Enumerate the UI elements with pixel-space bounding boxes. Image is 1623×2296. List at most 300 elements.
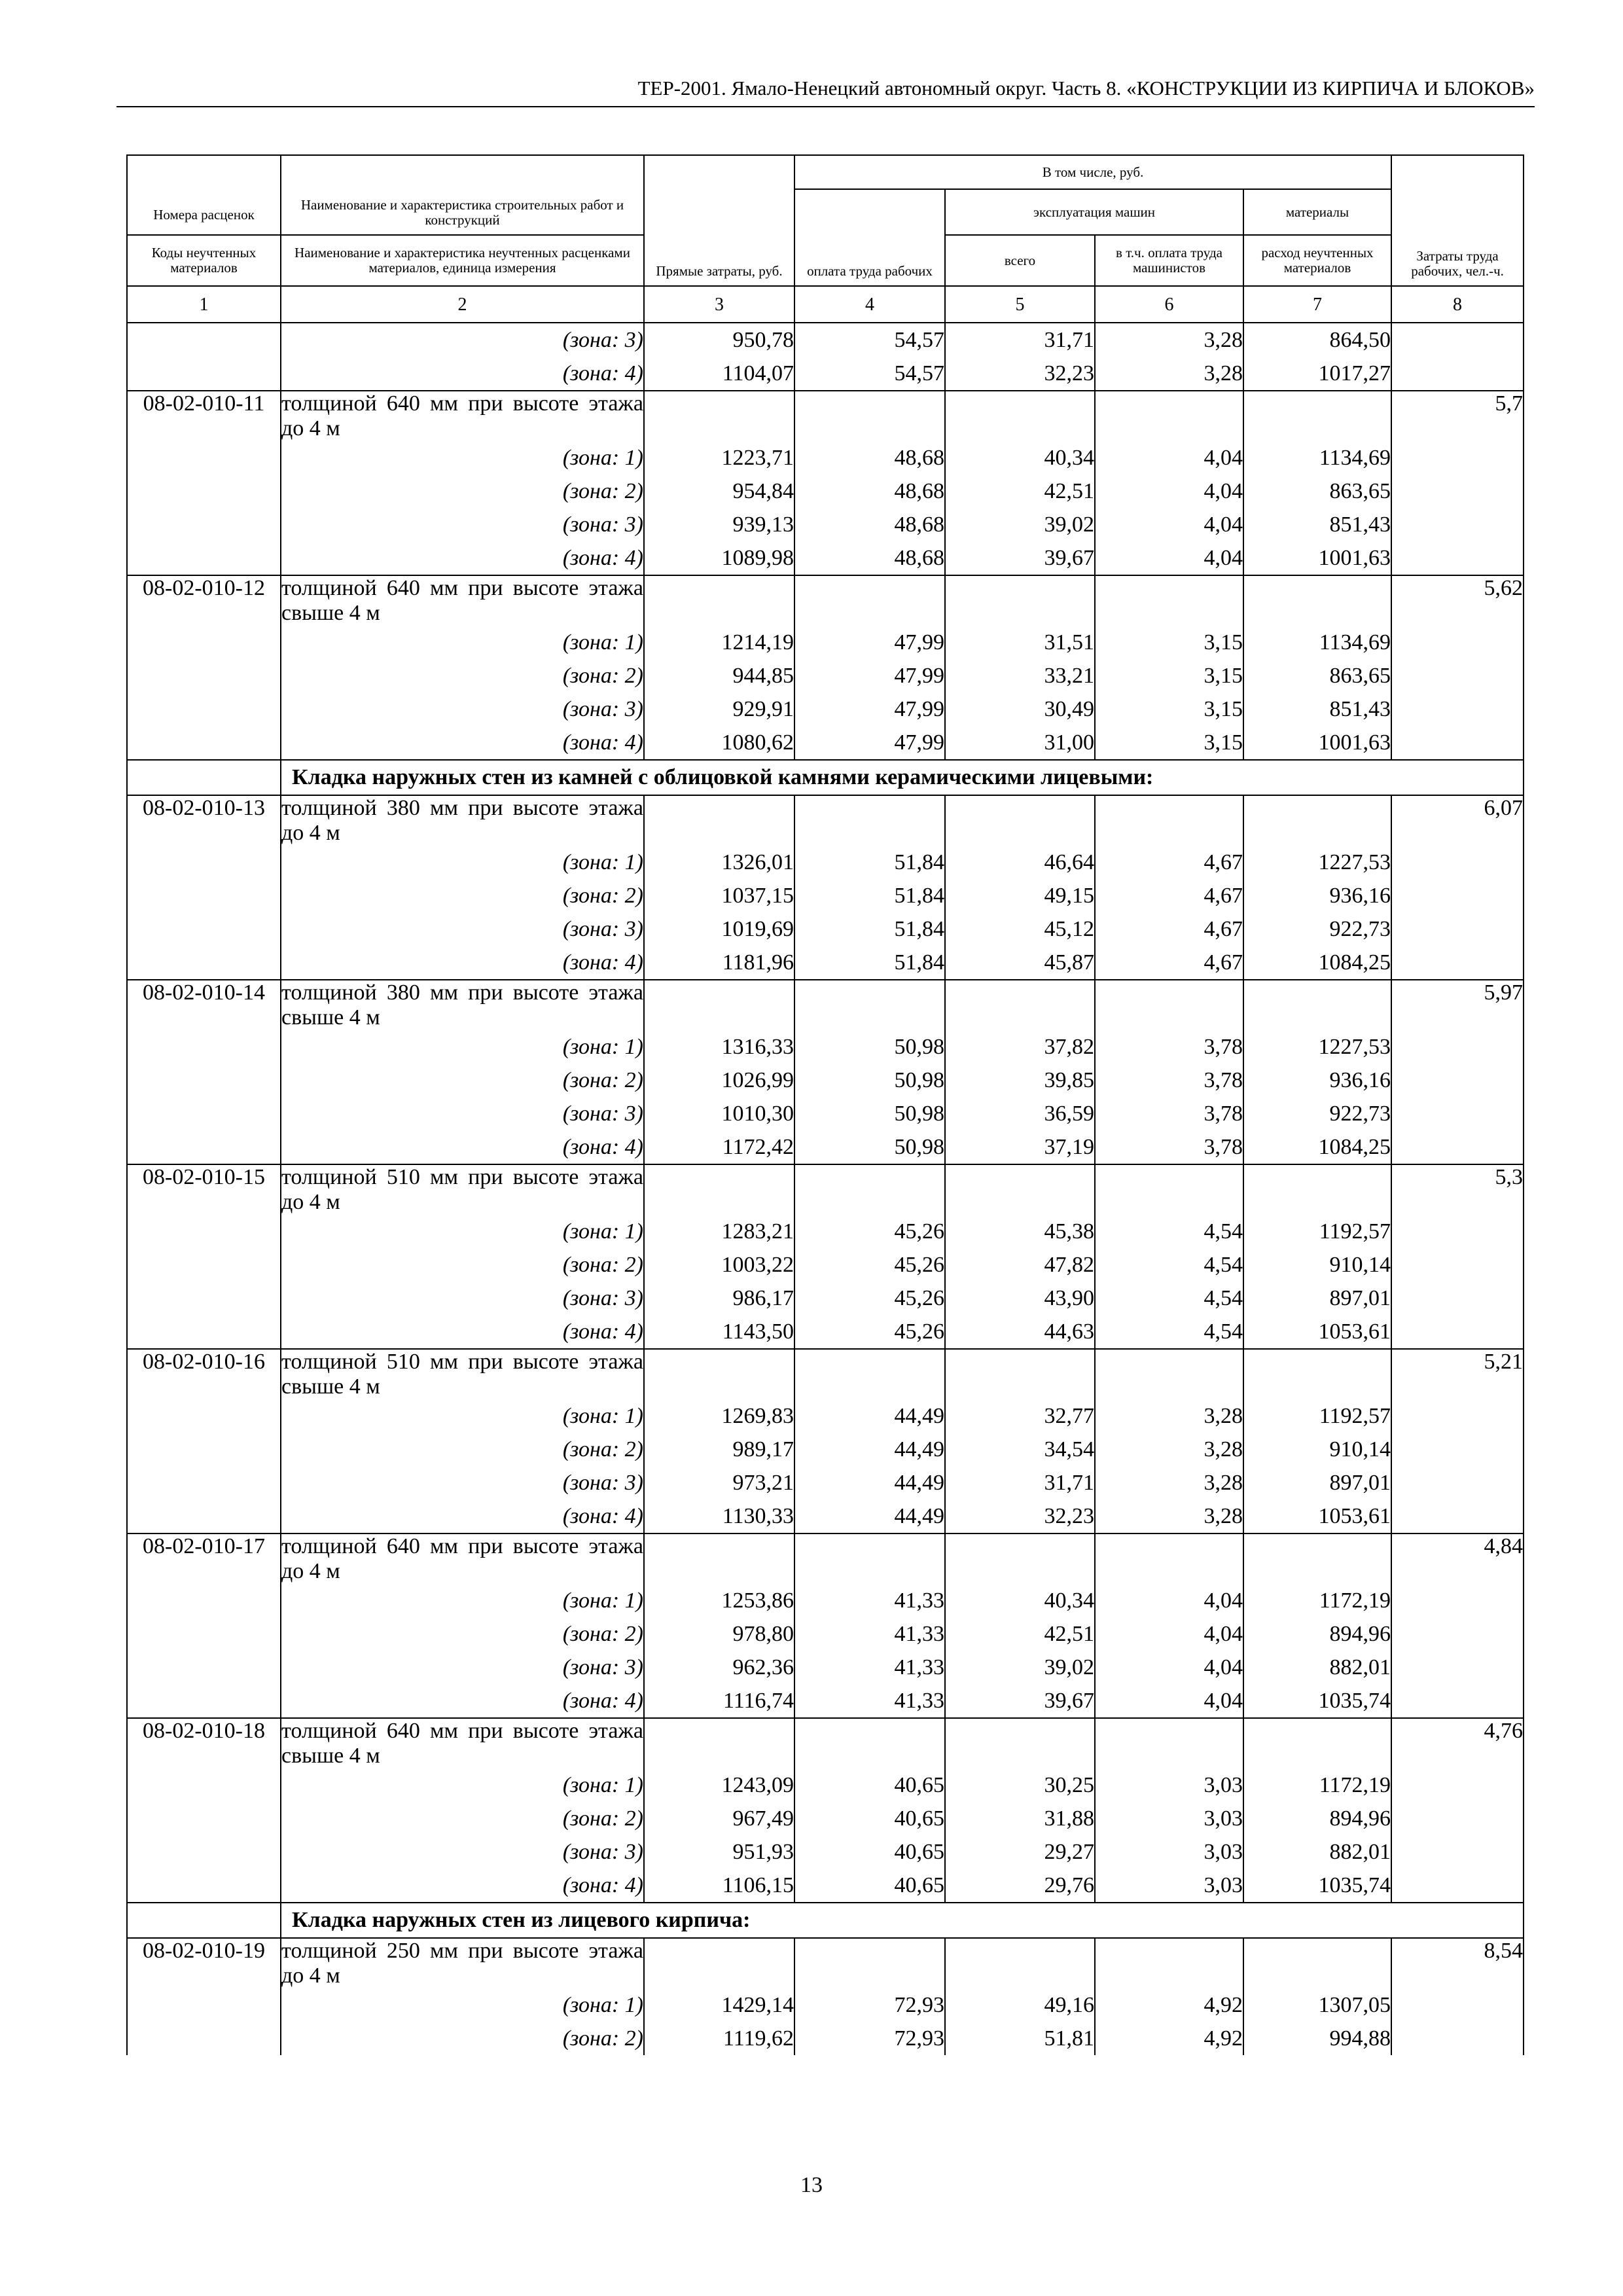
zone-row	[127, 846, 1524, 879]
machines-total: 33,21	[945, 659, 1095, 692]
table-body	[127, 323, 1524, 2055]
machinist-wages: 4,04	[1095, 541, 1243, 575]
machines-total: 51,81	[945, 2022, 1095, 2055]
wages: 45,26	[794, 1282, 945, 1315]
code-cell	[127, 1315, 281, 1349]
labor-cell	[1391, 541, 1524, 575]
materials-cost: 1134,69	[1243, 626, 1391, 659]
zone-row	[127, 1064, 1524, 1097]
direct-costs: 1119,62	[644, 2022, 794, 2055]
zone-row	[127, 2022, 1524, 2055]
direct-costs: 1429,14	[644, 1988, 794, 2022]
wages: 50,98	[794, 1097, 945, 1130]
materials-cost: 897,01	[1243, 1466, 1391, 1499]
empty-cell	[794, 1938, 945, 1988]
labor-cell	[1391, 1499, 1524, 1534]
rate-title-row	[127, 391, 1524, 441]
section-row	[127, 1903, 1524, 1938]
empty-cell	[794, 1349, 945, 1399]
zone-label: (зона: 1)	[281, 1584, 644, 1617]
rate-name: толщиной 640 мм при высоте этажа до 4 м	[281, 1534, 643, 1583]
rate-name: толщиной 250 мм при высоте этажа до 4 м	[281, 1939, 643, 1988]
zone-label: (зона: 4)	[281, 726, 644, 760]
materials-cost: 1172,19	[1243, 1584, 1391, 1617]
section-title: Кладка наружных стен из камней с облицовкой камнями керамическими лицевыми:	[281, 760, 1524, 795]
rate-code: 08-02-010-18	[127, 1718, 281, 1768]
labor-cell	[1391, 726, 1524, 760]
empty-cell	[794, 1164, 945, 1215]
labor-cell	[1391, 1433, 1524, 1466]
header-material-name: Наименование и характеристика неучтенных расценками материалов, единица измерения	[281, 235, 644, 286]
materials-cost: 1017,27	[1243, 357, 1391, 391]
zone-label: (зона: 2)	[281, 1802, 644, 1835]
wages: 45,26	[794, 1215, 945, 1248]
empty-cell	[794, 391, 945, 441]
empty-cell	[644, 391, 794, 441]
labor-cost: 8,54	[1391, 1938, 1524, 1988]
zone-row	[127, 726, 1524, 760]
wages: 48,68	[794, 541, 945, 575]
direct-costs: 1080,62	[644, 726, 794, 760]
column-number: 7	[1243, 286, 1391, 323]
direct-costs: 1243,09	[644, 1768, 794, 1802]
wages: 50,98	[794, 1064, 945, 1097]
empty-cell	[644, 1534, 794, 1584]
empty-cell	[1243, 1534, 1391, 1584]
rate-code: 08-02-010-15	[127, 1164, 281, 1215]
empty-cell	[945, 1534, 1095, 1584]
header-rate-numbers: Номера расценок	[127, 155, 281, 235]
empty-cell	[644, 980, 794, 1030]
labor-cell	[1391, 1097, 1524, 1130]
column-number: 8	[1391, 286, 1524, 323]
machines-total: 39,67	[945, 1684, 1095, 1718]
zone-label: (зона: 1)	[281, 1988, 644, 2022]
code-cell	[127, 323, 281, 357]
zone-row	[127, 879, 1524, 912]
wages: 50,98	[794, 1030, 945, 1064]
labor-cell	[1391, 475, 1524, 508]
labor-cell	[1391, 1130, 1524, 1164]
materials-cost: 851,43	[1243, 692, 1391, 726]
labor-cell	[1391, 692, 1524, 726]
direct-costs: 929,91	[644, 692, 794, 726]
machinist-wages: 3,03	[1095, 1835, 1243, 1869]
direct-costs: 973,21	[644, 1466, 794, 1499]
wages: 48,68	[794, 508, 945, 541]
machinist-wages: 3,03	[1095, 1768, 1243, 1802]
direct-costs: 986,17	[644, 1282, 794, 1315]
section-code-cell	[127, 1903, 281, 1938]
rate-title-row	[127, 575, 1524, 626]
zone-label: (зона: 2)	[281, 475, 644, 508]
labor-cell	[1391, 2022, 1524, 2055]
wages: 51,84	[794, 946, 945, 980]
header-machines-total: всего	[945, 235, 1095, 286]
materials-cost: 864,50	[1243, 323, 1391, 357]
code-cell	[127, 1466, 281, 1499]
machinist-wages: 3,78	[1095, 1097, 1243, 1130]
header-direct-costs: Прямые затраты, руб.	[644, 155, 794, 286]
wages: 45,26	[794, 1248, 945, 1282]
direct-costs: 1326,01	[644, 846, 794, 879]
machines-total: 42,51	[945, 1617, 1095, 1651]
rate-name: толщиной 640 мм при высоте этажа свыше 4 м	[281, 576, 643, 625]
materials-cost: 1035,74	[1243, 1869, 1391, 1903]
direct-costs: 1316,33	[644, 1030, 794, 1064]
machinist-wages: 4,67	[1095, 879, 1243, 912]
machines-total: 49,16	[945, 1988, 1095, 2022]
rate-name: толщиной 510 мм при высоте этажа свыше 4 м	[281, 1350, 643, 1399]
machines-total: 31,88	[945, 1802, 1095, 1835]
page-header	[116, 73, 1535, 107]
direct-costs: 1089,98	[644, 541, 794, 575]
code-cell	[127, 475, 281, 508]
labor-cost: 5,97	[1391, 980, 1524, 1030]
machines-total: 36,59	[945, 1097, 1095, 1130]
rate-title-row	[127, 1718, 1524, 1768]
direct-costs: 1269,83	[644, 1399, 794, 1433]
empty-cell	[945, 1718, 1095, 1768]
labor-cell	[1391, 357, 1524, 391]
zone-row	[127, 1684, 1524, 1718]
materials-cost: 1053,61	[1243, 1315, 1391, 1349]
machinist-wages: 3,15	[1095, 659, 1243, 692]
rate-title-row	[127, 1349, 1524, 1399]
zone-label: (зона: 2)	[281, 1617, 644, 1651]
zone-row	[127, 946, 1524, 980]
section-code-cell	[127, 760, 281, 795]
direct-costs: 939,13	[644, 508, 794, 541]
zone-row	[127, 1248, 1524, 1282]
machinist-wages: 4,67	[1095, 846, 1243, 879]
column-number: 3	[644, 286, 794, 323]
code-cell	[127, 1433, 281, 1466]
labor-cell	[1391, 1988, 1524, 2022]
labor-cost: 4,76	[1391, 1718, 1524, 1768]
wages: 45,26	[794, 1315, 945, 1349]
code-cell	[127, 1282, 281, 1315]
empty-cell	[644, 795, 794, 846]
materials-cost: 1172,19	[1243, 1768, 1391, 1802]
direct-costs: 1037,15	[644, 879, 794, 912]
materials-cost: 1001,63	[1243, 726, 1391, 760]
labor-cost: 6,07	[1391, 795, 1524, 846]
labor-cell	[1391, 1584, 1524, 1617]
materials-cost: 1307,05	[1243, 1988, 1391, 2022]
zone-row	[127, 1315, 1524, 1349]
zone-row	[127, 475, 1524, 508]
machines-total: 32,77	[945, 1399, 1095, 1433]
code-cell	[127, 1097, 281, 1130]
machines-total: 32,23	[945, 357, 1095, 391]
labor-cost: 5,21	[1391, 1349, 1524, 1399]
empty-cell	[644, 1164, 794, 1215]
machinist-wages: 4,54	[1095, 1215, 1243, 1248]
machines-total: 39,67	[945, 541, 1095, 575]
empty-cell	[1095, 795, 1243, 846]
machinist-wages: 4,92	[1095, 2022, 1243, 2055]
zone-row	[127, 692, 1524, 726]
wages: 47,99	[794, 726, 945, 760]
labor-cell	[1391, 1399, 1524, 1433]
materials-cost: 1084,25	[1243, 1130, 1391, 1164]
zone-row	[127, 1399, 1524, 1433]
zone-label: (зона: 4)	[281, 357, 644, 391]
rate-name: толщиной 510 мм при высоте этажа до 4 м	[281, 1165, 643, 1214]
zone-row	[127, 1130, 1524, 1164]
zone-row	[127, 1499, 1524, 1534]
zone-row	[127, 1802, 1524, 1835]
machines-total: 42,51	[945, 475, 1095, 508]
empty-cell	[945, 1938, 1095, 1988]
header-wages: оплата труда рабочих	[794, 189, 945, 286]
empty-cell	[644, 1349, 794, 1399]
empty-cell	[644, 1938, 794, 1988]
code-cell	[127, 1064, 281, 1097]
labor-cell	[1391, 1768, 1524, 1802]
labor-cell	[1391, 1064, 1524, 1097]
zone-label: (зона: 4)	[281, 1315, 644, 1349]
zone-label: (зона: 3)	[281, 508, 644, 541]
header-including: В том числе, руб.	[794, 155, 1391, 189]
machines-total: 45,38	[945, 1215, 1095, 1248]
materials-cost: 863,65	[1243, 659, 1391, 692]
column-number: 6	[1095, 286, 1243, 323]
zone-label: (зона: 1)	[281, 441, 644, 475]
machines-total: 46,64	[945, 846, 1095, 879]
wages: 48,68	[794, 441, 945, 475]
rate-title-row	[127, 795, 1524, 846]
empty-cell	[1095, 575, 1243, 626]
machines-total: 31,51	[945, 626, 1095, 659]
zone-row	[127, 1651, 1524, 1684]
materials-cost: 897,01	[1243, 1282, 1391, 1315]
zone-label: (зона: 2)	[281, 1433, 644, 1466]
materials-cost: 1192,57	[1243, 1215, 1391, 1248]
header-materials: материалы	[1243, 189, 1391, 235]
wages: 50,98	[794, 1130, 945, 1164]
machinist-wages: 4,04	[1095, 1617, 1243, 1651]
machines-total: 30,25	[945, 1768, 1095, 1802]
zone-label: (зона: 4)	[281, 1130, 644, 1164]
machinist-wages: 3,78	[1095, 1064, 1243, 1097]
empty-cell	[1095, 980, 1243, 1030]
rate-title-row	[127, 1938, 1524, 1988]
direct-costs: 1223,71	[644, 441, 794, 475]
code-cell	[127, 1835, 281, 1869]
zone-label: (зона: 1)	[281, 1215, 644, 1248]
wages: 44,49	[794, 1399, 945, 1433]
rate-title-row	[127, 1534, 1524, 1584]
empty-cell	[1243, 1349, 1391, 1399]
zone-row	[127, 1988, 1524, 2022]
zone-row	[127, 323, 1524, 357]
wages: 48,68	[794, 475, 945, 508]
rate-code: 08-02-010-16	[127, 1349, 281, 1399]
direct-costs: 944,85	[644, 659, 794, 692]
empty-cell	[1243, 1938, 1391, 1988]
machinist-wages: 3,03	[1095, 1869, 1243, 1903]
direct-costs: 1253,86	[644, 1584, 794, 1617]
rate-name: толщиной 640 мм при высоте этажа до 4 м	[281, 391, 643, 440]
code-cell	[127, 1215, 281, 1248]
materials-cost: 1192,57	[1243, 1399, 1391, 1433]
materials-cost: 936,16	[1243, 879, 1391, 912]
labor-cell	[1391, 659, 1524, 692]
rate-name: толщиной 380 мм при высоте этажа до 4 м	[281, 796, 643, 845]
labor-cost: 5,7	[1391, 391, 1524, 441]
code-cell	[127, 692, 281, 726]
empty-cell	[794, 795, 945, 846]
zone-label: (зона: 4)	[281, 541, 644, 575]
labor-cell	[1391, 846, 1524, 879]
labor-cell	[1391, 912, 1524, 946]
machinist-wages: 4,04	[1095, 508, 1243, 541]
wages: 44,49	[794, 1499, 945, 1534]
code-cell	[127, 1030, 281, 1064]
machines-total: 45,12	[945, 912, 1095, 946]
rate-name: толщиной 380 мм при высоте этажа свыше 4 м	[281, 980, 643, 1030]
column-numbers-row	[127, 286, 1524, 323]
direct-costs: 951,93	[644, 1835, 794, 1869]
labor-cell	[1391, 1466, 1524, 1499]
zone-label: (зона: 4)	[281, 1869, 644, 1903]
zone-row	[127, 1433, 1524, 1466]
rate-name: толщиной 640 мм при высоте этажа свыше 4 м	[281, 1719, 643, 1768]
machines-total: 31,71	[945, 1466, 1095, 1499]
zone-label: (зона: 3)	[281, 1651, 644, 1684]
labor-cell	[1391, 1651, 1524, 1684]
wages: 47,99	[794, 692, 945, 726]
direct-costs: 1026,99	[644, 1064, 794, 1097]
empty-cell	[1095, 1164, 1243, 1215]
header-machinist-wages: в т.ч. оплата труда машинистов	[1095, 235, 1243, 286]
machines-total: 37,82	[945, 1030, 1095, 1064]
zone-row	[127, 1030, 1524, 1064]
machines-total: 43,90	[945, 1282, 1095, 1315]
empty-cell	[644, 575, 794, 626]
wages: 41,33	[794, 1651, 945, 1684]
machines-total: 45,87	[945, 946, 1095, 980]
machinist-wages: 3,15	[1095, 626, 1243, 659]
machinist-wages: 3,28	[1095, 1466, 1243, 1499]
code-cell	[127, 912, 281, 946]
labor-cell	[1391, 1030, 1524, 1064]
wages: 44,49	[794, 1433, 945, 1466]
wages: 41,33	[794, 1617, 945, 1651]
section-row	[127, 760, 1524, 795]
code-cell	[127, 1584, 281, 1617]
code-cell	[127, 1651, 281, 1684]
labor-cell	[1391, 1315, 1524, 1349]
empty-cell	[945, 980, 1095, 1030]
labor-cell	[1391, 1248, 1524, 1282]
labor-cell	[1391, 946, 1524, 980]
machines-total: 47,82	[945, 1248, 1095, 1282]
zone-label: (зона: 1)	[281, 1768, 644, 1802]
empty-cell	[794, 575, 945, 626]
zone-label: (зона: 2)	[281, 879, 644, 912]
zone-row	[127, 912, 1524, 946]
zone-label: (зона: 2)	[281, 1248, 644, 1282]
machinist-wages: 4,04	[1095, 1684, 1243, 1718]
zone-label: (зона: 3)	[281, 1835, 644, 1869]
zone-row	[127, 659, 1524, 692]
labor-cost: 5,3	[1391, 1164, 1524, 1215]
direct-costs: 1181,96	[644, 946, 794, 980]
direct-costs: 978,80	[644, 1617, 794, 1651]
labor-cost: 5,62	[1391, 575, 1524, 626]
wages: 51,84	[794, 879, 945, 912]
code-cell	[127, 1684, 281, 1718]
zone-row	[127, 357, 1524, 391]
zone-row	[127, 541, 1524, 575]
header-work-name: Наименование и характеристика строительных работ и конструкций	[281, 155, 644, 235]
zone-label: (зона: 4)	[281, 946, 644, 980]
wages: 41,33	[794, 1584, 945, 1617]
machinist-wages: 3,78	[1095, 1030, 1243, 1064]
materials-cost: 863,65	[1243, 475, 1391, 508]
code-cell	[127, 1248, 281, 1282]
materials-cost: 1053,61	[1243, 1499, 1391, 1534]
direct-costs: 967,49	[644, 1802, 794, 1835]
machines-total: 39,02	[945, 1651, 1095, 1684]
empty-cell	[1095, 1938, 1243, 1988]
code-cell	[127, 1617, 281, 1651]
direct-costs: 1214,19	[644, 626, 794, 659]
labor-cell	[1391, 1835, 1524, 1869]
machines-total: 30,49	[945, 692, 1095, 726]
rate-code: 08-02-010-12	[127, 575, 281, 626]
machinist-wages: 4,04	[1095, 441, 1243, 475]
section-title: Кладка наружных стен из лицевого кирпича:	[281, 1903, 1524, 1938]
machines-total: 29,76	[945, 1869, 1095, 1903]
wages: 47,99	[794, 659, 945, 692]
code-cell	[127, 1802, 281, 1835]
empty-cell	[794, 980, 945, 1030]
machinist-wages: 4,04	[1095, 1584, 1243, 1617]
code-cell	[127, 659, 281, 692]
empty-cell	[1243, 575, 1391, 626]
code-cell	[127, 1499, 281, 1534]
rate-code: 08-02-010-13	[127, 795, 281, 846]
zone-label: (зона: 3)	[281, 692, 644, 726]
zone-label: (зона: 1)	[281, 846, 644, 879]
machinist-wages: 4,54	[1095, 1248, 1243, 1282]
materials-cost: 922,73	[1243, 912, 1391, 946]
direct-costs: 989,17	[644, 1433, 794, 1466]
labor-cell	[1391, 323, 1524, 357]
zone-row	[127, 1097, 1524, 1130]
empty-cell	[794, 1534, 945, 1584]
direct-costs: 954,84	[644, 475, 794, 508]
code-cell	[127, 541, 281, 575]
empty-cell	[1243, 1718, 1391, 1768]
code-cell	[127, 357, 281, 391]
machinist-wages: 3,28	[1095, 323, 1243, 357]
empty-cell	[1243, 1164, 1391, 1215]
zone-label: (зона: 2)	[281, 659, 644, 692]
machinist-wages: 3,28	[1095, 1499, 1243, 1534]
machines-total: 40,34	[945, 441, 1095, 475]
materials-cost: 1035,74	[1243, 1684, 1391, 1718]
labor-cell	[1391, 1802, 1524, 1835]
code-cell	[127, 846, 281, 879]
zone-row	[127, 1282, 1524, 1315]
table-header	[127, 155, 1524, 323]
wages: 54,57	[794, 323, 945, 357]
